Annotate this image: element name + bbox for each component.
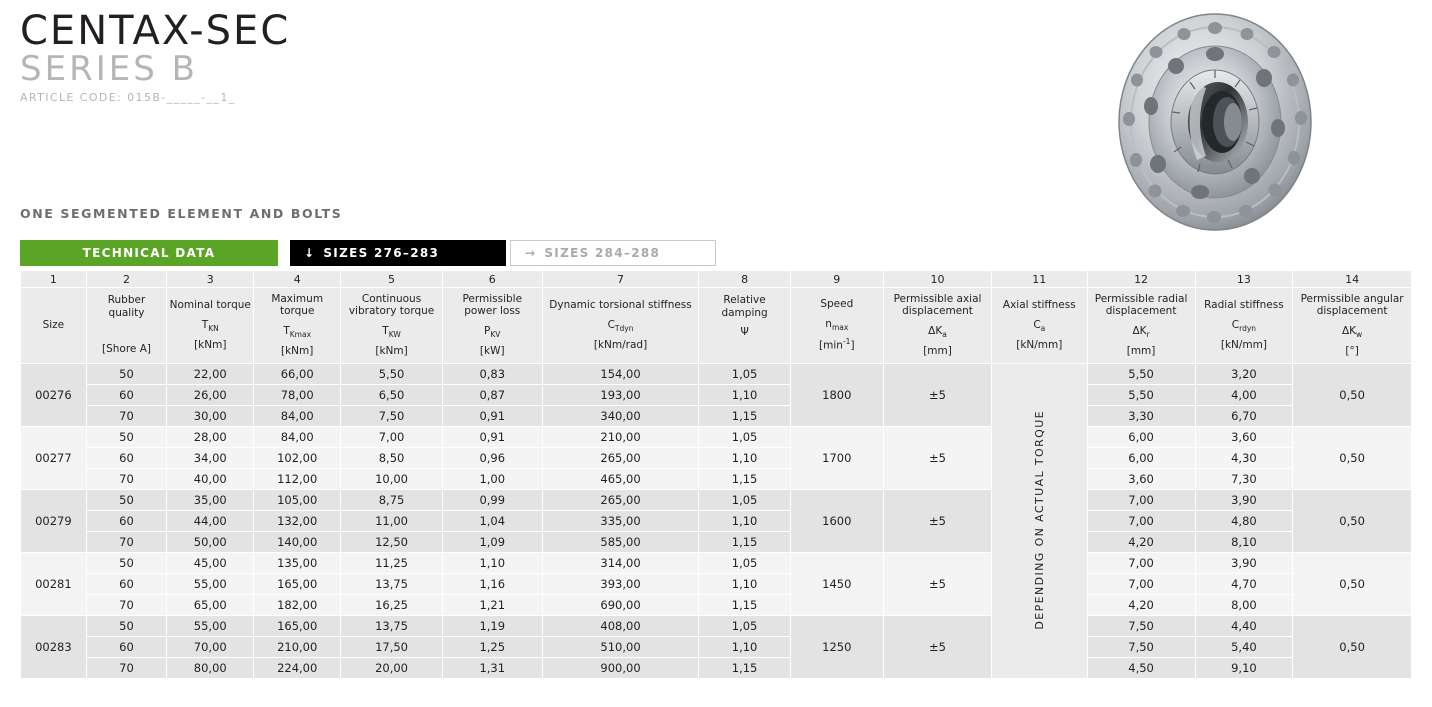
cell-radial-displacement: 4,20 bbox=[1087, 532, 1195, 553]
cell-maximum: 224,00 bbox=[254, 658, 341, 679]
table-row bbox=[21, 511, 1412, 532]
colnum-10: 10 bbox=[883, 271, 991, 288]
coupling-illustration bbox=[1094, 6, 1336, 238]
table-row bbox=[21, 595, 1412, 616]
cell-maximum: 140,00 bbox=[254, 532, 341, 553]
header-radial-stiffness-unit: [kN/mm] bbox=[1220, 338, 1267, 351]
table-body bbox=[21, 364, 1412, 679]
cell-power-loss: 1,04 bbox=[442, 511, 542, 532]
cell-vibratory: 8,75 bbox=[341, 490, 443, 511]
cell-angular-displacement: 0,50 bbox=[1293, 490, 1412, 553]
cell-vibratory: 8,50 bbox=[341, 448, 443, 469]
header-size-name: Size bbox=[42, 318, 65, 331]
cell-maximum: 105,00 bbox=[254, 490, 341, 511]
cell-size: 00283 bbox=[21, 616, 87, 679]
cell-radial-stiffness: 5,40 bbox=[1195, 637, 1293, 658]
cell-maximum: 165,00 bbox=[254, 616, 341, 637]
cell-radial-displacement: 5,50 bbox=[1087, 364, 1195, 385]
cell-nominal: 65,00 bbox=[167, 595, 254, 616]
header-radial-displacement-unit: [mm] bbox=[1126, 344, 1156, 357]
cell-vibratory: 5,50 bbox=[341, 364, 443, 385]
header-nominal-torque-unit: [kNm] bbox=[194, 338, 227, 351]
tab-sizes-284-288-label: SIZES 284–288 bbox=[544, 246, 661, 260]
cell-damping: 1,15 bbox=[699, 595, 790, 616]
cell-nominal: 30,00 bbox=[167, 406, 254, 427]
cell-damping: 1,05 bbox=[699, 616, 790, 637]
table-row bbox=[21, 616, 1412, 637]
cell-speed: 1800 bbox=[790, 364, 883, 427]
cell-damping: 1,05 bbox=[699, 553, 790, 574]
cell-vibratory: 10,00 bbox=[341, 469, 443, 490]
header-rubber-quality-name: Rubber quality bbox=[107, 294, 146, 319]
cell-nominal: 34,00 bbox=[167, 448, 254, 469]
cell-maximum: 132,00 bbox=[254, 511, 341, 532]
colnum-9: 9 bbox=[790, 271, 883, 288]
arrow-down-icon: ↓ bbox=[304, 246, 316, 260]
cell-rubber: 50 bbox=[86, 553, 167, 574]
cell-nominal: 26,00 bbox=[167, 385, 254, 406]
cell-power-loss: 1,16 bbox=[442, 574, 542, 595]
header-radial-stiffness bbox=[1195, 288, 1293, 364]
header-axial-displacement-unit: [mm] bbox=[923, 344, 952, 357]
cell-nominal: 40,00 bbox=[167, 469, 254, 490]
header-vibratory-torque-unit: [kNm] bbox=[375, 344, 408, 357]
cell-maximum: 102,00 bbox=[254, 448, 341, 469]
cell-radial-displacement: 6,00 bbox=[1087, 448, 1195, 469]
cell-radial-displacement: 7,50 bbox=[1087, 637, 1195, 658]
table-row bbox=[21, 406, 1412, 427]
cell-nominal: 28,00 bbox=[167, 427, 254, 448]
cell-vibratory: 11,25 bbox=[341, 553, 443, 574]
cell-power-loss: 1,10 bbox=[442, 553, 542, 574]
header-radial-displacement-name: Permissible radial displacement bbox=[1094, 293, 1188, 318]
cell-rubber: 50 bbox=[86, 427, 167, 448]
cell-nominal: 50,00 bbox=[167, 532, 254, 553]
cell-size: 00276 bbox=[21, 364, 87, 427]
cell-damping: 1,05 bbox=[699, 427, 790, 448]
axial-stiffness-note-text: DEPENDING ON ACTUAL TORQUE bbox=[1032, 409, 1046, 630]
tab-technical-data-label: TECHNICAL DATA bbox=[82, 246, 216, 260]
cell-radial-displacement: 7,00 bbox=[1087, 490, 1195, 511]
colnum-6: 6 bbox=[442, 271, 542, 288]
cell-damping: 1,10 bbox=[699, 385, 790, 406]
cell-nominal: 80,00 bbox=[167, 658, 254, 679]
table-row bbox=[21, 385, 1412, 406]
header-speed-symbol: $n_{max}$ bbox=[825, 317, 849, 332]
cell-rubber: 60 bbox=[86, 511, 167, 532]
table-row bbox=[21, 637, 1412, 658]
cell-axial-displacement: ±5 bbox=[883, 616, 991, 679]
header-maximum-torque bbox=[254, 288, 341, 364]
cell-maximum: 210,00 bbox=[254, 637, 341, 658]
tab-sizes-276-283-label: SIZES 276–283 bbox=[323, 246, 440, 260]
colnum-3: 3 bbox=[167, 271, 254, 288]
cell-damping: 1,15 bbox=[699, 532, 790, 553]
cell-damping: 1,15 bbox=[699, 406, 790, 427]
cell-radial-stiffness: 3,90 bbox=[1195, 490, 1293, 511]
cell-rubber: 70 bbox=[86, 658, 167, 679]
cell-rubber: 70 bbox=[86, 595, 167, 616]
header-axial-stiffness bbox=[992, 288, 1087, 364]
colnum-2: 2 bbox=[86, 271, 167, 288]
cell-rubber: 60 bbox=[86, 448, 167, 469]
cell-radial-displacement: 3,60 bbox=[1087, 469, 1195, 490]
cell-radial-stiffness: 4,40 bbox=[1195, 616, 1293, 637]
header-maximum-torque-unit: [kNm] bbox=[281, 344, 314, 357]
cell-rubber: 60 bbox=[86, 637, 167, 658]
arrow-right-icon: → bbox=[525, 246, 537, 260]
header-power-loss-unit: [kW] bbox=[479, 344, 505, 357]
cell-rubber: 50 bbox=[86, 364, 167, 385]
cell-maximum: 165,00 bbox=[254, 574, 341, 595]
table-row bbox=[21, 574, 1412, 595]
table-row bbox=[21, 469, 1412, 490]
cell-radial-stiffness: 3,60 bbox=[1195, 427, 1293, 448]
colnum-13: 13 bbox=[1195, 271, 1293, 288]
cell-radial-stiffness: 4,80 bbox=[1195, 511, 1293, 532]
header-vibratory-torque-name: Continuous vibratory torque bbox=[348, 293, 435, 318]
cell-power-loss: 0,96 bbox=[442, 448, 542, 469]
header-axial-displacement-name: Permissible axial displacement bbox=[893, 293, 982, 318]
header-angular-displacement-symbol: $\Delta K_w$ bbox=[1341, 324, 1363, 339]
header-axial-displacement bbox=[883, 288, 991, 364]
cell-power-loss: 1,19 bbox=[442, 616, 542, 637]
cell-vibratory: 11,00 bbox=[341, 511, 443, 532]
column-number-row bbox=[21, 271, 1412, 288]
tab-bar[interactable] bbox=[20, 240, 716, 266]
cell-radial-stiffness: 6,70 bbox=[1195, 406, 1293, 427]
header-rubber-quality bbox=[86, 288, 167, 364]
cell-radial-stiffness: 3,90 bbox=[1195, 553, 1293, 574]
technical-data-table bbox=[20, 270, 1412, 679]
cell-stiffness: 900,00 bbox=[542, 658, 699, 679]
cell-damping: 1,10 bbox=[699, 448, 790, 469]
cell-stiffness: 210,00 bbox=[542, 427, 699, 448]
cell-maximum: 135,00 bbox=[254, 553, 341, 574]
colnum-4: 4 bbox=[254, 271, 341, 288]
cell-stiffness: 193,00 bbox=[542, 385, 699, 406]
header-size bbox=[21, 288, 87, 364]
cell-vibratory: 13,75 bbox=[341, 616, 443, 637]
cell-speed: 1250 bbox=[790, 616, 883, 679]
cell-radial-stiffness: 8,10 bbox=[1195, 532, 1293, 553]
cell-speed: 1700 bbox=[790, 427, 883, 490]
cell-rubber: 70 bbox=[86, 406, 167, 427]
cell-nominal: 44,00 bbox=[167, 511, 254, 532]
header-speed-name: Speed bbox=[820, 298, 854, 311]
cell-nominal: 55,00 bbox=[167, 616, 254, 637]
cell-radial-displacement: 6,00 bbox=[1087, 427, 1195, 448]
cell-radial-displacement: 7,00 bbox=[1087, 574, 1195, 595]
colnum-7: 7 bbox=[542, 271, 699, 288]
table-row bbox=[21, 448, 1412, 469]
cell-vibratory: 7,50 bbox=[341, 406, 443, 427]
cell-rubber: 70 bbox=[86, 469, 167, 490]
header-radial-stiffness-symbol: $C_{rdyn}$ bbox=[1231, 318, 1257, 333]
cell-stiffness: 265,00 bbox=[542, 448, 699, 469]
header-nominal-torque-symbol: $T_{KN}$ bbox=[201, 318, 219, 333]
cell-vibratory: 17,50 bbox=[341, 637, 443, 658]
header-nominal-torque bbox=[167, 288, 254, 364]
cell-damping: 1,10 bbox=[699, 574, 790, 595]
cell-angular-displacement: 0,50 bbox=[1293, 616, 1412, 679]
header-power-loss-name: Permissible power loss bbox=[462, 293, 523, 318]
cell-speed: 1450 bbox=[790, 553, 883, 616]
header-row bbox=[21, 288, 1412, 364]
cell-power-loss: 0,91 bbox=[442, 406, 542, 427]
cell-radial-stiffness: 7,30 bbox=[1195, 469, 1293, 490]
cell-damping: 1,15 bbox=[699, 658, 790, 679]
cell-maximum: 84,00 bbox=[254, 406, 341, 427]
table-row bbox=[21, 427, 1412, 448]
article-code: ARTICLE CODE: 015B-_____-__1_ bbox=[20, 91, 236, 105]
cell-radial-displacement: 7,50 bbox=[1087, 616, 1195, 637]
header-torsional-stiffness bbox=[542, 288, 699, 364]
colnum-5: 5 bbox=[341, 271, 443, 288]
header-axial-stiffness-name: Axial stiffness bbox=[1002, 299, 1076, 312]
cell-vibratory: 20,00 bbox=[341, 658, 443, 679]
header-angular-displacement bbox=[1293, 288, 1412, 364]
tab-sizes-284-288[interactable] bbox=[510, 240, 716, 266]
header-torsional-stiffness-symbol: $C_{Tdyn}$ bbox=[607, 318, 634, 333]
cell-radial-displacement: 5,50 bbox=[1087, 385, 1195, 406]
tab-technical-data[interactable] bbox=[20, 240, 278, 266]
header-rubber-quality-unit: [Shore A] bbox=[101, 343, 151, 356]
cell-rubber: 60 bbox=[86, 385, 167, 406]
cell-rubber: 70 bbox=[86, 532, 167, 553]
cell-power-loss: 1,25 bbox=[442, 637, 542, 658]
cell-maximum: 182,00 bbox=[254, 595, 341, 616]
cell-power-loss: 0,87 bbox=[442, 385, 542, 406]
header-axial-stiffness-symbol: $C_a$ bbox=[1033, 318, 1046, 333]
header-power-loss bbox=[442, 288, 542, 364]
cell-rubber: 50 bbox=[86, 616, 167, 637]
header-speed-unit: $[\min^{-1}]$ bbox=[819, 336, 855, 352]
cell-radial-displacement: 7,00 bbox=[1087, 553, 1195, 574]
header-torsional-stiffness-unit: [kNm/rad] bbox=[593, 338, 648, 351]
cell-stiffness: 690,00 bbox=[542, 595, 699, 616]
header-angular-displacement-name: Permissible angular displacement bbox=[1300, 293, 1404, 318]
cell-damping: 1,05 bbox=[699, 490, 790, 511]
cell-maximum: 84,00 bbox=[254, 427, 341, 448]
header-nominal-torque-name: Nominal torque bbox=[169, 299, 251, 312]
cell-power-loss: 1,31 bbox=[442, 658, 542, 679]
cell-angular-displacement: 0,50 bbox=[1293, 553, 1412, 616]
header-speed bbox=[790, 288, 883, 364]
cell-size: 00277 bbox=[21, 427, 87, 490]
cell-stiffness: 393,00 bbox=[542, 574, 699, 595]
table-row bbox=[21, 364, 1412, 385]
page-subtitle: SERIES B bbox=[20, 49, 198, 89]
header-relative-damping bbox=[699, 288, 790, 364]
page-header bbox=[20, 8, 290, 104]
cell-axial-stiffness-note bbox=[992, 364, 1087, 679]
header-torsional-stiffness-name: Dynamic torsional stiffness bbox=[549, 299, 692, 312]
cell-radial-stiffness: 3,20 bbox=[1195, 364, 1293, 385]
cell-stiffness: 335,00 bbox=[542, 511, 699, 532]
header-vibratory-torque-symbol: $T_{KW}$ bbox=[382, 324, 401, 339]
header-radial-displacement-symbol: $\Delta K_r$ bbox=[1132, 324, 1150, 339]
header-axial-stiffness-unit: [kN/mm] bbox=[1016, 338, 1063, 351]
cell-size: 00281 bbox=[21, 553, 87, 616]
cell-nominal: 55,00 bbox=[167, 574, 254, 595]
cell-axial-displacement: ±5 bbox=[883, 427, 991, 490]
cell-vibratory: 12,50 bbox=[341, 532, 443, 553]
cell-radial-displacement: 4,20 bbox=[1087, 595, 1195, 616]
cell-angular-displacement: 0,50 bbox=[1293, 364, 1412, 427]
header-maximum-torque-name: Maximum torque bbox=[271, 293, 324, 318]
cell-power-loss: 0,91 bbox=[442, 427, 542, 448]
cell-stiffness: 510,00 bbox=[542, 637, 699, 658]
cell-axial-displacement: ±5 bbox=[883, 364, 991, 427]
cell-radial-displacement: 3,30 bbox=[1087, 406, 1195, 427]
cell-radial-stiffness: 4,30 bbox=[1195, 448, 1293, 469]
cell-stiffness: 340,00 bbox=[542, 406, 699, 427]
cell-radial-displacement: 4,50 bbox=[1087, 658, 1195, 679]
header-radial-displacement bbox=[1087, 288, 1195, 364]
cell-nominal: 70,00 bbox=[167, 637, 254, 658]
cell-power-loss: 1,00 bbox=[442, 469, 542, 490]
cell-maximum: 66,00 bbox=[254, 364, 341, 385]
cell-stiffness: 265,00 bbox=[542, 490, 699, 511]
cell-axial-displacement: ±5 bbox=[883, 553, 991, 616]
cell-power-loss: 1,09 bbox=[442, 532, 542, 553]
cell-damping: 1,15 bbox=[699, 469, 790, 490]
header-maximum-torque-symbol: $T_{Kmax}$ bbox=[283, 324, 312, 339]
cell-rubber: 60 bbox=[86, 574, 167, 595]
cell-nominal: 35,00 bbox=[167, 490, 254, 511]
cell-radial-stiffness: 8,00 bbox=[1195, 595, 1293, 616]
cell-nominal: 45,00 bbox=[167, 553, 254, 574]
colnum-14: 14 bbox=[1293, 271, 1412, 288]
header-relative-damping-symbol: Ψ bbox=[740, 326, 749, 339]
cell-rubber: 50 bbox=[86, 490, 167, 511]
tab-sizes-276-283[interactable] bbox=[290, 240, 506, 266]
cell-nominal: 22,00 bbox=[167, 364, 254, 385]
colnum-11: 11 bbox=[992, 271, 1087, 288]
cell-damping: 1,10 bbox=[699, 511, 790, 532]
cell-maximum: 112,00 bbox=[254, 469, 341, 490]
cell-angular-displacement: 0,50 bbox=[1293, 427, 1412, 490]
colnum-1: 1 bbox=[21, 271, 87, 288]
cell-stiffness: 314,00 bbox=[542, 553, 699, 574]
cell-damping: 1,10 bbox=[699, 637, 790, 658]
cell-radial-stiffness: 9,10 bbox=[1195, 658, 1293, 679]
cell-vibratory: 7,00 bbox=[341, 427, 443, 448]
table-row bbox=[21, 658, 1412, 679]
colnum-8: 8 bbox=[699, 271, 790, 288]
cell-stiffness: 154,00 bbox=[542, 364, 699, 385]
cell-radial-stiffness: 4,70 bbox=[1195, 574, 1293, 595]
cell-stiffness: 465,00 bbox=[542, 469, 699, 490]
cell-power-loss: 1,21 bbox=[442, 595, 542, 616]
cell-stiffness: 408,00 bbox=[542, 616, 699, 637]
cell-damping: 1,05 bbox=[699, 364, 790, 385]
cell-speed: 1600 bbox=[790, 490, 883, 553]
cell-vibratory: 16,25 bbox=[341, 595, 443, 616]
cell-power-loss: 0,99 bbox=[442, 490, 542, 511]
header-power-loss-symbol: $P_{KV}$ bbox=[484, 324, 501, 339]
cell-radial-stiffness: 4,00 bbox=[1195, 385, 1293, 406]
cell-maximum: 78,00 bbox=[254, 385, 341, 406]
section-label: ONE SEGMENTED ELEMENT AND BOLTS bbox=[20, 206, 343, 221]
table-row bbox=[21, 553, 1412, 574]
table-row bbox=[21, 490, 1412, 511]
header-relative-damping-name: Relative damping bbox=[721, 294, 768, 319]
header-radial-stiffness-name: Radial stiffness bbox=[1204, 299, 1284, 312]
cell-axial-displacement: ±5 bbox=[883, 490, 991, 553]
cell-vibratory: 13,75 bbox=[341, 574, 443, 595]
product-image-coupling bbox=[1094, 6, 1336, 238]
cell-vibratory: 6,50 bbox=[341, 385, 443, 406]
page-title: CENTAX-SEC bbox=[20, 8, 291, 54]
cell-power-loss: 0,83 bbox=[442, 364, 542, 385]
header-vibratory-torque bbox=[341, 288, 443, 364]
cell-stiffness: 585,00 bbox=[542, 532, 699, 553]
header-axial-displacement-symbol: $\Delta K_a$ bbox=[928, 324, 947, 339]
header-angular-displacement-unit: [°] bbox=[1345, 344, 1359, 357]
colnum-12: 12 bbox=[1087, 271, 1195, 288]
cell-radial-displacement: 7,00 bbox=[1087, 511, 1195, 532]
table-row bbox=[21, 532, 1412, 553]
cell-size: 00279 bbox=[21, 490, 87, 553]
